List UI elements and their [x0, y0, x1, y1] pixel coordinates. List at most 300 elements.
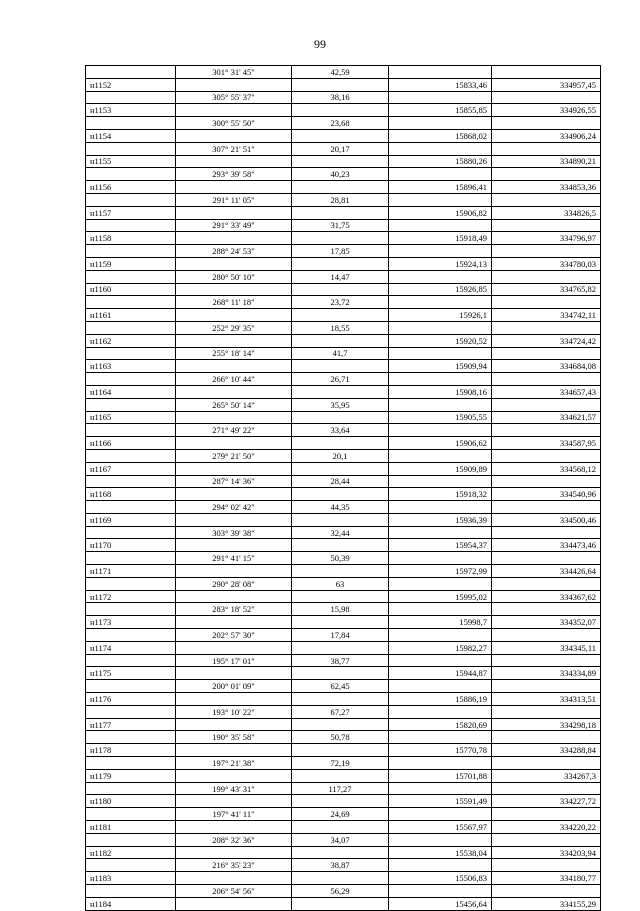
point-row [86, 232, 601, 245]
segment-row [86, 757, 601, 770]
empty-cell [492, 373, 601, 386]
coordinate-x: 15909,94 [389, 360, 492, 373]
segment-distance: 26,71 [292, 373, 389, 386]
direction-angle: 293° 39' 58" [176, 168, 292, 181]
coordinates-table [85, 65, 601, 911]
empty-cell [492, 475, 601, 488]
empty-cell [176, 513, 292, 526]
point-name: н1156 [86, 181, 176, 194]
empty-cell [86, 270, 176, 283]
point-row [86, 411, 601, 424]
empty-cell [389, 603, 492, 616]
point-row [86, 283, 601, 296]
empty-cell [389, 398, 492, 411]
empty-cell [292, 846, 389, 859]
point-name: н1178 [86, 744, 176, 757]
empty-cell [389, 270, 492, 283]
segment-distance: 35,95 [292, 398, 389, 411]
empty-cell [292, 641, 389, 654]
empty-cell [86, 577, 176, 590]
coordinate-x: 15920,52 [389, 334, 492, 347]
empty-cell [292, 897, 389, 910]
empty-cell [292, 283, 389, 296]
coordinate-y: 334426,64 [492, 565, 601, 578]
empty-cell [86, 833, 176, 846]
segment-distance: 38,87 [292, 859, 389, 872]
empty-cell [492, 526, 601, 539]
coordinate-x: 15909,89 [389, 462, 492, 475]
point-row [86, 513, 601, 526]
coordinate-y: 334724,42 [492, 334, 601, 347]
point-name: н1174 [86, 641, 176, 654]
empty-cell [389, 501, 492, 514]
coordinate-x: 15995,02 [389, 590, 492, 603]
empty-cell [389, 193, 492, 206]
direction-angle: 255° 18' 14" [176, 347, 292, 360]
empty-cell [389, 321, 492, 334]
empty-cell [492, 296, 601, 309]
point-row [86, 693, 601, 706]
direction-angle: 303° 39' 38" [176, 526, 292, 539]
segment-distance: 50,78 [292, 731, 389, 744]
empty-cell [389, 424, 492, 437]
empty-cell [86, 629, 176, 642]
empty-cell [389, 91, 492, 104]
point-row [86, 590, 601, 603]
empty-cell [492, 705, 601, 718]
segment-distance: 28,81 [292, 193, 389, 206]
coordinate-y: 334742,11 [492, 309, 601, 322]
direction-angle: 193° 10' 22" [176, 705, 292, 718]
segment-distance: 32,44 [292, 526, 389, 539]
empty-cell [389, 168, 492, 181]
coordinate-x: 15972,99 [389, 565, 492, 578]
segment-distance: 38,77 [292, 654, 389, 667]
empty-cell [86, 526, 176, 539]
empty-cell [492, 654, 601, 667]
segment-distance: 31,75 [292, 219, 389, 232]
coordinate-x: 15833,46 [389, 78, 492, 91]
empty-cell [492, 757, 601, 770]
segment-row [86, 833, 601, 846]
empty-cell [389, 66, 492, 79]
direction-angle: 291° 33' 49" [176, 219, 292, 232]
segment-distance: 18,55 [292, 321, 389, 334]
point-row [86, 872, 601, 885]
segment-distance: 24,69 [292, 808, 389, 821]
segment-row [86, 424, 601, 437]
point-row [86, 769, 601, 782]
segment-row [86, 526, 601, 539]
segment-distance: 15,98 [292, 603, 389, 616]
coordinate-y: 334267,3 [492, 769, 601, 782]
empty-cell [292, 769, 389, 782]
segment-row [86, 193, 601, 206]
segment-row [86, 705, 601, 718]
coordinate-x: 15886,19 [389, 693, 492, 706]
point-row [86, 437, 601, 450]
empty-cell [492, 117, 601, 130]
point-row [86, 78, 601, 91]
segment-row [86, 245, 601, 258]
direction-angle: 199° 43' 31" [176, 782, 292, 795]
empty-cell [176, 437, 292, 450]
point-name: н1171 [86, 565, 176, 578]
segment-row [86, 296, 601, 309]
coordinate-y: 334826,5 [492, 206, 601, 219]
segment-distance: 44,35 [292, 501, 389, 514]
coordinate-y: 334288,84 [492, 744, 601, 757]
coordinate-y: 334180,77 [492, 872, 601, 885]
segment-row [86, 398, 601, 411]
coordinate-x: 15926,85 [389, 283, 492, 296]
direction-angle: 216° 35' 23" [176, 859, 292, 872]
direction-angle: 279° 21' 50" [176, 449, 292, 462]
empty-cell [176, 565, 292, 578]
segment-distance: 41,7 [292, 347, 389, 360]
point-name: н1153 [86, 104, 176, 117]
point-row [86, 846, 601, 859]
empty-cell [292, 78, 389, 91]
empty-cell [86, 142, 176, 155]
segment-distance: 117,27 [292, 782, 389, 795]
segment-distance: 28,44 [292, 475, 389, 488]
segment-distance: 42,59 [292, 66, 389, 79]
coordinate-y: 334853,36 [492, 181, 601, 194]
point-row [86, 462, 601, 475]
coordinate-y: 334367,62 [492, 590, 601, 603]
empty-cell [176, 232, 292, 245]
coordinate-x: 15944,87 [389, 667, 492, 680]
coordinate-y: 334203,94 [492, 846, 601, 859]
direction-angle: 190° 35' 58" [176, 731, 292, 744]
segment-row [86, 347, 601, 360]
empty-cell [86, 219, 176, 232]
empty-cell [176, 104, 292, 117]
coordinate-x: 15954,37 [389, 539, 492, 552]
coordinate-y: 334765,82 [492, 283, 601, 296]
empty-cell [292, 795, 389, 808]
empty-cell [292, 590, 389, 603]
empty-cell [389, 885, 492, 898]
segment-row [86, 117, 601, 130]
empty-cell [86, 66, 176, 79]
segment-row [86, 449, 601, 462]
direction-angle: 288° 24' 53" [176, 245, 292, 258]
empty-cell [492, 731, 601, 744]
empty-cell [86, 193, 176, 206]
coordinate-y: 334657,43 [492, 385, 601, 398]
empty-cell [389, 859, 492, 872]
point-name: н1157 [86, 206, 176, 219]
empty-cell [492, 808, 601, 821]
point-row [86, 667, 601, 680]
empty-cell [292, 616, 389, 629]
empty-cell [86, 475, 176, 488]
segment-distance: 23,72 [292, 296, 389, 309]
coordinate-y: 334684,08 [492, 360, 601, 373]
empty-cell [389, 629, 492, 642]
segment-distance: 63 [292, 577, 389, 590]
point-name: н1152 [86, 78, 176, 91]
coordinate-x: 15456,64 [389, 897, 492, 910]
empty-cell [492, 270, 601, 283]
empty-cell [292, 334, 389, 347]
coordinate-y: 334227,72 [492, 795, 601, 808]
empty-cell [86, 782, 176, 795]
empty-cell [176, 411, 292, 424]
empty-cell [86, 321, 176, 334]
empty-cell [292, 129, 389, 142]
segment-row [86, 321, 601, 334]
empty-cell [176, 385, 292, 398]
empty-cell [86, 654, 176, 667]
coordinate-x: 15820,69 [389, 718, 492, 731]
empty-cell [176, 462, 292, 475]
point-name: н1166 [86, 437, 176, 450]
empty-cell [292, 104, 389, 117]
direction-angle: 208° 32' 36" [176, 833, 292, 846]
segment-row [86, 66, 601, 79]
empty-cell [492, 680, 601, 693]
coordinate-x: 15926,1 [389, 309, 492, 322]
point-row [86, 539, 601, 552]
empty-cell [492, 245, 601, 258]
direction-angle: 202° 57' 30" [176, 629, 292, 642]
empty-cell [292, 693, 389, 706]
empty-cell [86, 117, 176, 130]
empty-cell [176, 718, 292, 731]
segment-row [86, 219, 601, 232]
empty-cell [292, 385, 389, 398]
coordinate-x: 15998,7 [389, 616, 492, 629]
segment-row [86, 731, 601, 744]
empty-cell [389, 219, 492, 232]
segment-row [86, 552, 601, 565]
empty-cell [176, 334, 292, 347]
point-name: н1167 [86, 462, 176, 475]
segment-distance: 34,07 [292, 833, 389, 846]
empty-cell [176, 360, 292, 373]
empty-cell [389, 552, 492, 565]
empty-cell [176, 616, 292, 629]
point-name: н1182 [86, 846, 176, 859]
segment-row [86, 91, 601, 104]
direction-angle: 268° 11' 18" [176, 296, 292, 309]
direction-angle: 294° 02' 42" [176, 501, 292, 514]
point-name: н1175 [86, 667, 176, 680]
segment-distance: 33,64 [292, 424, 389, 437]
point-row [86, 744, 601, 757]
empty-cell [176, 206, 292, 219]
empty-cell [86, 449, 176, 462]
coordinate-x: 15896,41 [389, 181, 492, 194]
direction-angle: 290° 28' 08" [176, 577, 292, 590]
empty-cell [492, 398, 601, 411]
empty-cell [176, 769, 292, 782]
direction-angle: 266° 10' 44" [176, 373, 292, 386]
coordinate-y: 334540,96 [492, 488, 601, 501]
coordinate-y: 334500,46 [492, 513, 601, 526]
empty-cell [176, 590, 292, 603]
empty-cell [176, 897, 292, 910]
direction-angle: 287° 14' 36" [176, 475, 292, 488]
empty-cell [492, 91, 601, 104]
empty-cell [389, 757, 492, 770]
coordinate-x: 15868,02 [389, 129, 492, 142]
empty-cell [176, 155, 292, 168]
point-row [86, 897, 601, 910]
empty-cell [389, 373, 492, 386]
point-row [86, 129, 601, 142]
point-row [86, 718, 601, 731]
direction-angle: 252° 29' 35" [176, 321, 292, 334]
empty-cell [292, 539, 389, 552]
coordinate-x: 15924,13 [389, 257, 492, 270]
coordinate-y: 334155,29 [492, 897, 601, 910]
segment-distance: 62,45 [292, 680, 389, 693]
empty-cell [176, 78, 292, 91]
direction-angle: 271° 49' 22" [176, 424, 292, 437]
point-row [86, 181, 601, 194]
empty-cell [86, 705, 176, 718]
empty-cell [389, 833, 492, 846]
segment-distance: 56,29 [292, 885, 389, 898]
segment-row [86, 577, 601, 590]
point-name: н1160 [86, 283, 176, 296]
empty-cell [389, 782, 492, 795]
empty-cell [86, 398, 176, 411]
point-name: н1173 [86, 616, 176, 629]
segment-row [86, 142, 601, 155]
empty-cell [389, 526, 492, 539]
empty-cell [492, 347, 601, 360]
empty-cell [292, 309, 389, 322]
coordinate-x: 15918,32 [389, 488, 492, 501]
segment-distance: 14,47 [292, 270, 389, 283]
coordinate-x: 15906,82 [389, 206, 492, 219]
coordinate-y: 334352,07 [492, 616, 601, 629]
segment-row [86, 654, 601, 667]
point-name: н1176 [86, 693, 176, 706]
empty-cell [292, 437, 389, 450]
empty-cell [389, 449, 492, 462]
point-name: н1168 [86, 488, 176, 501]
coordinate-x: 15701,88 [389, 769, 492, 782]
empty-cell [292, 181, 389, 194]
empty-cell [176, 667, 292, 680]
empty-cell [86, 245, 176, 258]
empty-cell [86, 680, 176, 693]
empty-cell [176, 309, 292, 322]
empty-cell [492, 193, 601, 206]
empty-cell [176, 181, 292, 194]
direction-angle: 291° 41' 15" [176, 552, 292, 565]
empty-cell [176, 539, 292, 552]
direction-angle: 291° 11' 05" [176, 193, 292, 206]
coordinate-y: 334473,46 [492, 539, 601, 552]
coordinate-x: 15936,39 [389, 513, 492, 526]
coordinate-x: 15918,49 [389, 232, 492, 245]
empty-cell [492, 603, 601, 616]
direction-angle: 300° 55' 50" [176, 117, 292, 130]
empty-cell [492, 859, 601, 872]
empty-cell [176, 257, 292, 270]
coordinate-x: 15538,04 [389, 846, 492, 859]
point-row [86, 155, 601, 168]
coordinate-y: 334890,21 [492, 155, 601, 168]
empty-cell [86, 885, 176, 898]
coordinate-x: 15855,85 [389, 104, 492, 117]
empty-cell [292, 411, 389, 424]
point-row [86, 488, 601, 501]
empty-cell [389, 296, 492, 309]
segment-row [86, 808, 601, 821]
empty-cell [389, 654, 492, 667]
empty-cell [492, 449, 601, 462]
empty-cell [292, 513, 389, 526]
point-row [86, 257, 601, 270]
coordinate-y: 334926,55 [492, 104, 601, 117]
empty-cell [389, 731, 492, 744]
empty-cell [86, 373, 176, 386]
empty-cell [86, 91, 176, 104]
page-number: 99 [314, 37, 326, 51]
empty-cell [292, 821, 389, 834]
segment-row [86, 859, 601, 872]
segment-distance: 40,23 [292, 168, 389, 181]
empty-cell [176, 488, 292, 501]
empty-cell [176, 744, 292, 757]
direction-angle: 195° 17' 01" [176, 654, 292, 667]
direction-angle: 206° 54' 56" [176, 885, 292, 898]
empty-cell [86, 552, 176, 565]
coordinate-y: 334587,95 [492, 437, 601, 450]
empty-cell [389, 808, 492, 821]
empty-cell [389, 347, 492, 360]
empty-cell [492, 552, 601, 565]
empty-cell [292, 565, 389, 578]
empty-cell [492, 168, 601, 181]
empty-cell [292, 872, 389, 885]
empty-cell [389, 577, 492, 590]
empty-cell [492, 321, 601, 334]
segment-row [86, 782, 601, 795]
direction-angle: 301° 31' 45" [176, 66, 292, 79]
empty-cell [292, 232, 389, 245]
empty-cell [292, 462, 389, 475]
point-name: н1170 [86, 539, 176, 552]
direction-angle: 197° 21' 38" [176, 757, 292, 770]
segment-distance: 17,85 [292, 245, 389, 258]
point-row [86, 334, 601, 347]
point-row [86, 309, 601, 322]
direction-angle: 283° 18' 52" [176, 603, 292, 616]
point-row [86, 360, 601, 373]
coordinate-y: 334313,51 [492, 693, 601, 706]
empty-cell [176, 129, 292, 142]
segment-distance: 20,17 [292, 142, 389, 155]
coordinate-y: 334334,89 [492, 667, 601, 680]
empty-cell [492, 142, 601, 155]
point-name: н1172 [86, 590, 176, 603]
segment-row [86, 270, 601, 283]
point-name: н1179 [86, 769, 176, 782]
coordinate-y: 334780,03 [492, 257, 601, 270]
point-row [86, 795, 601, 808]
empty-cell [176, 846, 292, 859]
point-name: н1159 [86, 257, 176, 270]
